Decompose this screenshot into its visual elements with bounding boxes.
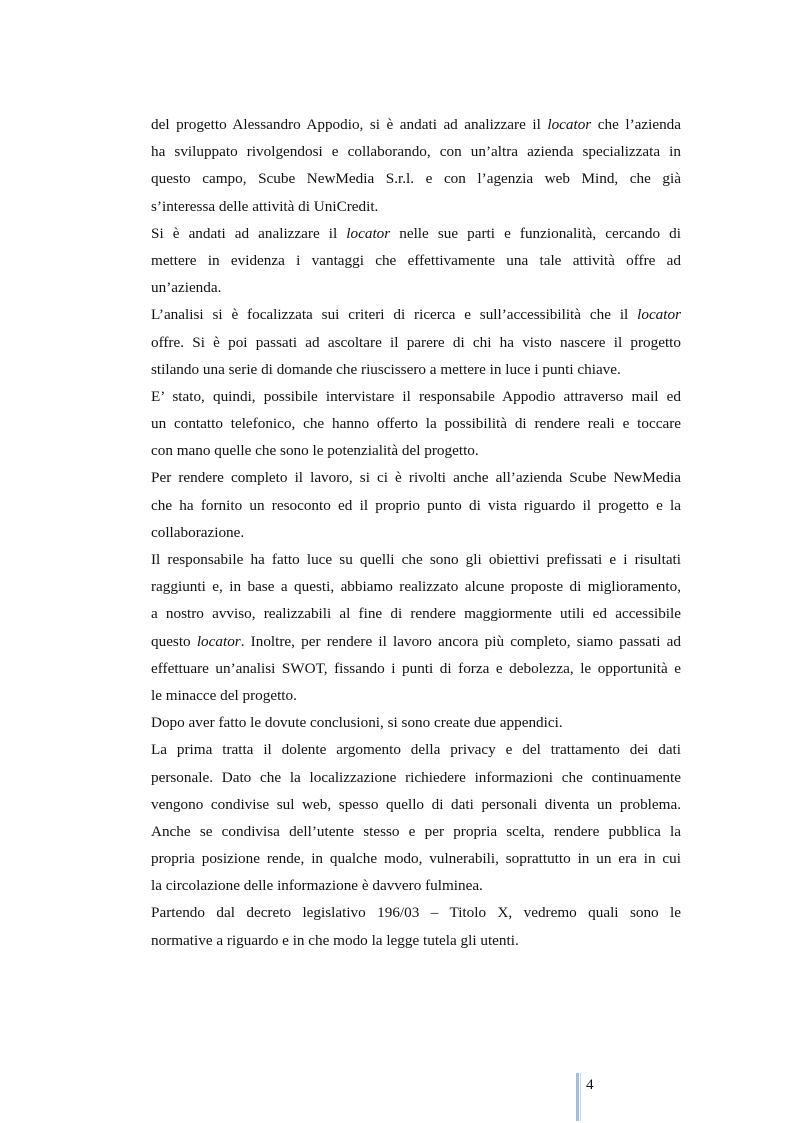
text-line: personale. Dato che la localizzazione richiedere informazioni che continuamente: [151, 768, 681, 786]
paragraph: [151, 546, 681, 709]
text-line: la circolazione delle informazione è davvero fulminea.: [151, 877, 483, 895]
text-line: mettere in evidenza i vantaggi che effettivamente una tale attività offre ad: [151, 251, 681, 269]
text-line: normative a riguardo e in che modo la legge tutela gli utenti.: [151, 931, 519, 949]
text-line: del progetto Alessandro Appodio, si è andati ad analizzare il locator che l’azienda: [151, 116, 681, 133]
paragraph: [151, 383, 681, 465]
page-number: 4: [586, 1076, 594, 1093]
italic-term: locator: [196, 632, 241, 650]
italic-term: locator: [346, 224, 391, 242]
text-line: La prima tratta il dolente argomento della privacy e del trattamento dei dati: [151, 741, 681, 759]
text-line: Anche se condivisa dell’utente stesso e per propria scelta, rendere pubblica la: [151, 822, 681, 840]
text-line: Partendo dal decreto legislativo 196/03 – Titolo X, vedremo quali sono le: [151, 904, 681, 922]
text-line: che ha fornito un resoconto ed il proprio punto di vista riguardo il progetto e la: [151, 496, 681, 514]
body-text: [151, 111, 681, 954]
text-line: effettuare un’analisi SWOT, fissando i punti di forza e debolezza, le opportunità e: [151, 659, 681, 677]
paragraph: [151, 111, 681, 220]
text-line: E’ stato, quindi, possibile intervistare il responsabile Appodio attraverso mail ed: [151, 387, 681, 405]
paragraph: [151, 736, 681, 899]
paragraph: [151, 899, 681, 953]
paragraph: [151, 301, 681, 383]
text-line: offre. Si è poi passati ad ascoltare il parere di chi ha visto nascere il progetto: [151, 333, 681, 351]
text-line: ha sviluppato rivolgendosi e collaborando, con un’altra azienda specializzata in: [151, 143, 681, 161]
text-line: raggiunti e, in base a questi, abbiamo realizzato alcune proposte di miglioramento,: [151, 578, 681, 596]
text-line: vengono condivise sul web, spesso quello di dati personali diventa un problema.: [151, 795, 681, 813]
text-line: s’interessa delle attività di UniCredit.: [151, 197, 379, 215]
text-line: questo campo, Scube NewMedia S.r.l. e con l’agenzia web Mind, che già: [151, 170, 681, 188]
text-line: a nostro avviso, realizzabili al fine di rendere maggiormente utili ed accessibile: [151, 605, 681, 623]
text-line: con mano quelle che sono le potenzialità del progetto.: [151, 442, 479, 460]
text-line: stilando una serie di domande che riuscissero a mettere in luce i punti chiave.: [151, 360, 621, 378]
text-line: Per rendere completo il lavoro, si ci è rivolti anche all’azienda Scube NewMedia: [151, 469, 681, 487]
text-line: questo locator. Inoltre, per rendere il lavoro ancora più completo, siamo passati ad: [151, 632, 681, 650]
text-line: un’azienda.: [151, 279, 222, 297]
text-line: collaborazione.: [151, 523, 245, 541]
text-line: le minacce del progetto.: [151, 686, 297, 704]
paragraph: [151, 220, 681, 302]
paragraph: [151, 464, 681, 546]
text-line: Il responsabile ha fatto luce su quelli che sono gli obiettivi prefissati e i risultati: [151, 551, 681, 568]
italic-term: locator: [547, 116, 592, 133]
text-line: L’analisi si è focalizzata sui criteri di ricerca e sull’accessibilità che il locator: [151, 306, 681, 324]
text-line: Dopo aver fatto le dovute conclusioni, si sono create due appendici.: [151, 714, 563, 732]
text-line: Si è andati ad analizzare il locator nelle sue parti e funzionalità, cercando di: [151, 224, 681, 242]
text-line: un contatto telefonico, che hanno offerto la possibilità di rendere reali e toccare: [151, 415, 681, 433]
paragraph: [151, 709, 681, 736]
page-number-rule-light: [580, 1073, 581, 1121]
italic-term: locator: [637, 306, 681, 324]
page-number-rule: [576, 1073, 579, 1121]
text-line: propria posizione rende, in qualche modo, vulnerabili, soprattutto in un era in cui: [151, 850, 681, 868]
